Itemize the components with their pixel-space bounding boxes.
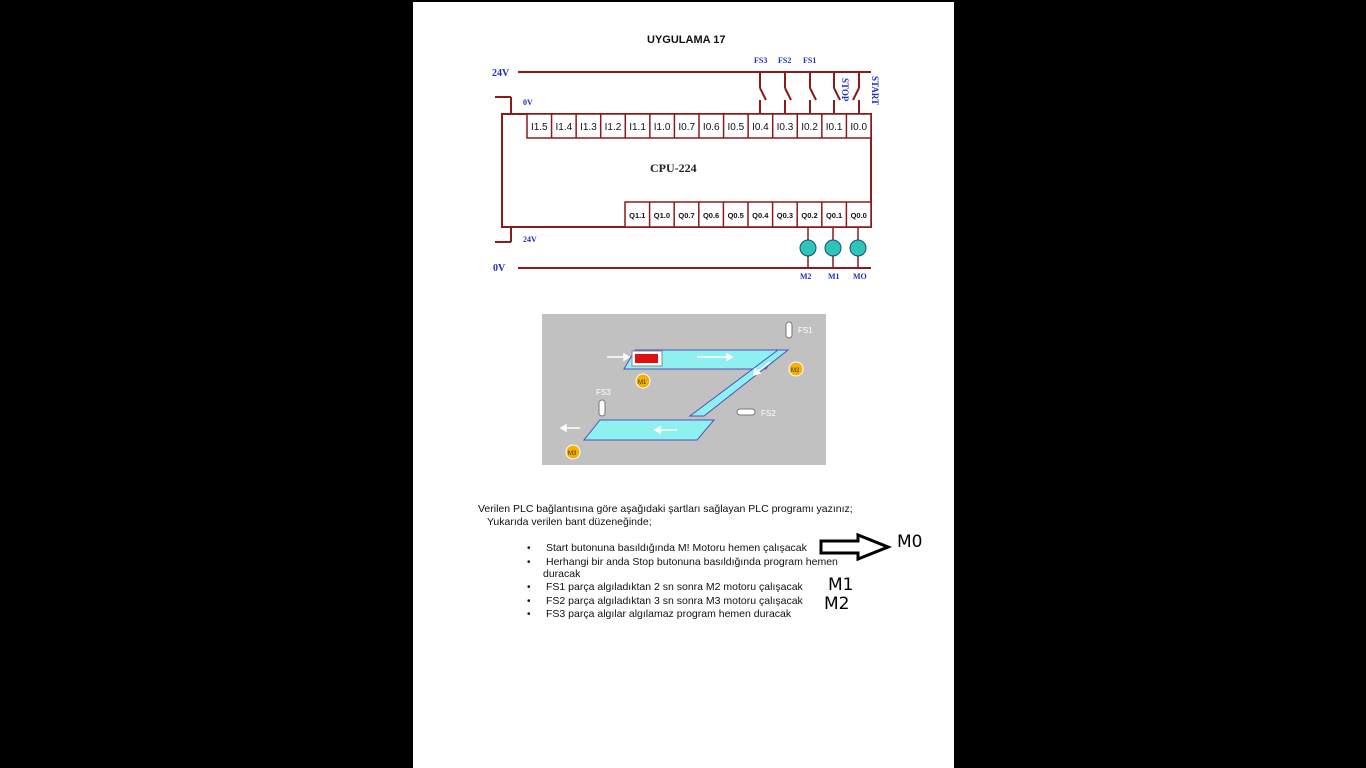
sensor-fs2-label: FS2 <box>761 409 776 418</box>
bullet-marker: • <box>527 557 531 568</box>
input-terminal-label: I1.1 <box>629 122 646 133</box>
annotation-m1: M1 <box>828 575 854 595</box>
input-terminal-label: I1.0 <box>653 122 671 133</box>
input-terminal-label: I0.4 <box>752 122 769 133</box>
belt-lower <box>584 420 714 440</box>
label-stop: STOP <box>840 78 850 102</box>
output-terminal-label: Q0.6 <box>702 211 720 220</box>
label-24v-cpu: 24V <box>523 235 537 244</box>
sensor-fs2-icon <box>737 409 755 415</box>
bullet-marker: • <box>527 582 531 593</box>
switch-start <box>853 72 859 114</box>
document-title: UYGULAMA 17 <box>647 34 726 46</box>
output-terminal-label: Q0.5 <box>727 211 744 220</box>
input-terminal-label: I1.5 <box>530 122 548 133</box>
switch-fs1 <box>810 72 816 114</box>
motor-m2-label: M2 <box>791 368 800 374</box>
item-red <box>635 354 658 363</box>
output-terminal-label: Q0.7 <box>678 211 695 220</box>
plc-wiring-diagram <box>413 2 954 292</box>
label-motor-m2: M2 <box>800 272 812 281</box>
intro-line-1: Verilen PLC bağlantısına göre aşağıdaki şartları sağlayan PLC programı yazınız; <box>478 503 853 515</box>
label-motor-m1: M1 <box>828 272 840 281</box>
label-24v-top: 24V <box>492 68 510 79</box>
conveyor-illustration <box>542 314 826 465</box>
bullet-marker: • <box>527 543 531 554</box>
sensor-fs3-label: FS3 <box>596 388 611 397</box>
instruction-item-1: Start butonuna basıldığında M! Motoru hemen çalışacak <box>546 542 807 554</box>
annotation-m2: M2 <box>824 594 850 614</box>
output-terminal-label: Q0.4 <box>752 211 769 220</box>
motor-m1-symbol <box>825 240 841 256</box>
label-fs2: FS2 <box>778 56 792 65</box>
label-fs3: FS3 <box>754 56 768 65</box>
output-terminal-label: Q1.1 <box>629 211 646 220</box>
conveyor-drawing <box>542 314 826 465</box>
motor-m0-symbol <box>850 240 866 256</box>
document-page <box>413 2 954 768</box>
output-terminal-label: Q0.3 <box>776 211 794 220</box>
instruction-item-3: FS1 parça algıladıktan 2 sn sonra M2 motoru çalışacak <box>546 581 803 593</box>
annotation-m0: M0 <box>897 532 923 552</box>
motor-m3-label: M3 <box>568 451 577 457</box>
input-terminal-label: I0.0 <box>850 122 868 133</box>
input-terminal-label: I1.4 <box>555 122 573 133</box>
instruction-item-2: Herhangi bir anda Stop butonuna basıldığında program hemen <box>546 556 838 568</box>
bullet-marker: • <box>527 609 531 620</box>
input-terminal-label: I1.2 <box>604 122 622 133</box>
input-terminal-label: I0.1 <box>825 122 843 133</box>
bullet-marker: • <box>527 596 531 607</box>
instruction-item-2-cont: duracak <box>543 568 581 580</box>
annotation-arrow <box>818 532 898 562</box>
label-0v-bottom: 0V <box>493 263 506 274</box>
switch-fs2 <box>785 72 791 114</box>
instruction-item-4: FS2 parça algıladıktan 3 sn sonra M3 motoru çalışacak <box>546 595 803 607</box>
label-0v-cpu: 0V <box>523 98 533 107</box>
label-fs1: FS1 <box>803 56 817 65</box>
output-terminal-label: Q0.2 <box>801 211 818 220</box>
label-start: START <box>870 76 880 106</box>
input-terminal-label: I0.5 <box>727 122 745 133</box>
input-terminal-label: I0.2 <box>801 122 818 133</box>
intro-line-2: Yukarıda verilen bant düzeneğinde; <box>487 516 652 528</box>
motor-m1-label: M1 <box>638 380 647 386</box>
input-terminal-label: I0.7 <box>678 122 696 133</box>
motor-m2-symbol <box>800 240 816 256</box>
cpu-name: CPU-224 <box>650 161 697 175</box>
input-terminal-label: I0.3 <box>776 122 794 133</box>
sensor-fs1-icon <box>786 322 792 338</box>
output-terminal-label: Q1.0 <box>653 211 671 220</box>
switch-fs3 <box>760 72 766 114</box>
input-terminal-label: I0.6 <box>702 122 720 133</box>
sensor-fs1-label: FS1 <box>798 326 813 335</box>
input-terminal-label: I1.3 <box>580 122 597 133</box>
output-terminal-label: Q0.0 <box>850 211 867 220</box>
label-motor-m0: MO <box>853 272 867 281</box>
output-terminal-label: Q0.1 <box>825 211 843 220</box>
switch-stop <box>834 72 840 114</box>
instruction-item-5: FS3 parça algılar algılamaz program hemen duracak <box>546 608 792 620</box>
sensor-fs3-icon <box>599 400 605 416</box>
